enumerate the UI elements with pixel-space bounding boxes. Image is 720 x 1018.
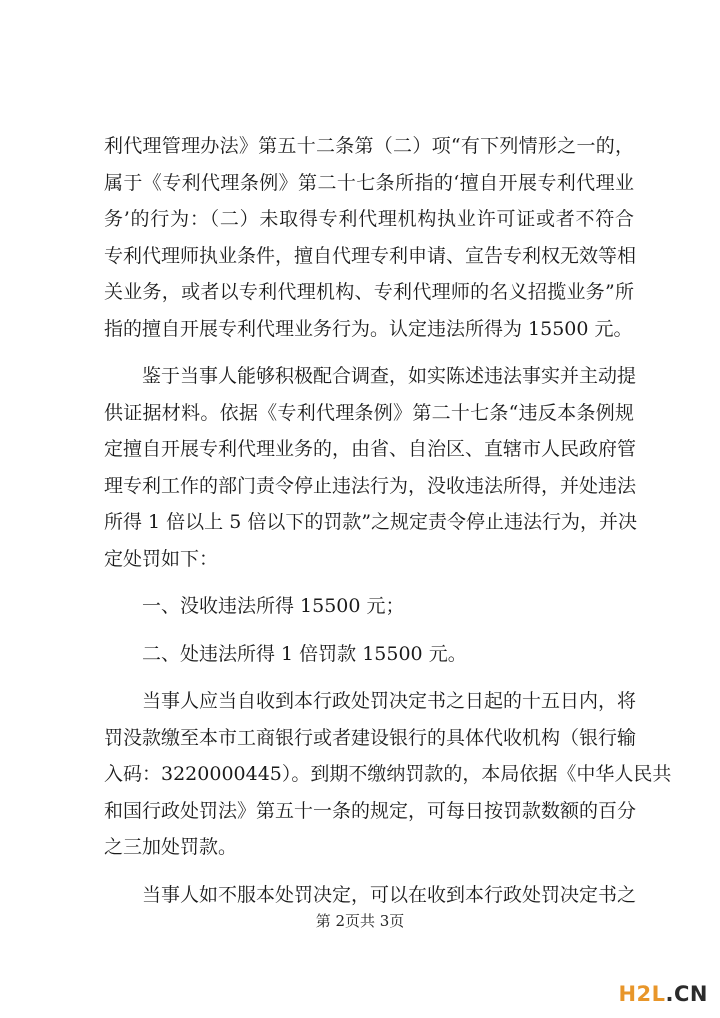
text-line: 定擅自开展专利代理业务的，由省、自治区、直辖市人民政府管 [104,438,637,460]
text-line: 入码：3220000445）。到期不缴纳罚款的，本局依据《中华人民共 [104,763,672,785]
text-line: 务’的行为：（二）未取得专利代理机构执业许可证或者不符合 [104,208,634,230]
paragraph-2 [104,358,638,577]
text-line: 之三加处罚款。 [104,836,238,858]
page-number-footer: 第 2页共 3页 [315,912,405,930]
text-line: 指的擅自开展专利代理业务行为。认定违法所得为 15500 元。 [104,317,633,340]
paragraph-1 [104,128,637,347]
watermark-brand: H2L [618,982,666,1006]
text-line: 关业务，或者以专利代理机构、专利代理师的名义招揽业务”所 [104,281,634,303]
site-watermark-logo [618,982,708,1006]
penalty-item-2 [104,636,634,673]
penalty-item-1 [104,588,634,625]
text-line: 当事人如不服本处罚决定，可以在收到本行政处罚决定书之 [104,883,637,906]
text-line: 属于《专利代理条例》第二十七条所指的‘擅自开展专利代理业 [104,171,634,194]
text-line: 一、没收违法所得 15500 元； [104,595,405,617]
text-line: 供证据材料。依据《专利代理条例》第二十七条“违反本条例规 [104,401,634,424]
text-line: 鉴于当事人能够积极配合调查，如实陈述违法事实并主动提 [104,365,637,387]
text-line: 专利代理师执业条件，擅自代理专利申请、宣告专利权无效等相 [104,244,637,267]
text-line: 理专利工作的部门责令停止违法行为，没收违法所得，并处违法 [104,474,637,497]
text-line: 罚没款缴至本市工商银行或者建设银行的具体代收机构（银行输 [104,726,637,749]
text-line: 当事人应当自收到本行政处罚决定书之日起的十五日内，将 [104,690,637,712]
text-line: 所得 1 倍以上 5 倍以下的罚款”之规定责令停止违法行为，并决 [104,511,638,533]
text-line: 二、处违法所得 1 倍罚款 15500 元。 [104,642,467,665]
text-line: 和国行政处罚法》第五十一条的规定，可每日按罚款数额的百分 [104,799,637,822]
text-line: 定处罚如下： [104,547,219,570]
text-line: 利代理管理办法》第五十二条第（二）项“有下列情形之一的， [104,135,634,157]
paragraph-appeal [104,877,637,914]
paragraph-payment [104,683,672,866]
watermark-domain: .CN [665,982,708,1006]
document-body [104,128,672,913]
